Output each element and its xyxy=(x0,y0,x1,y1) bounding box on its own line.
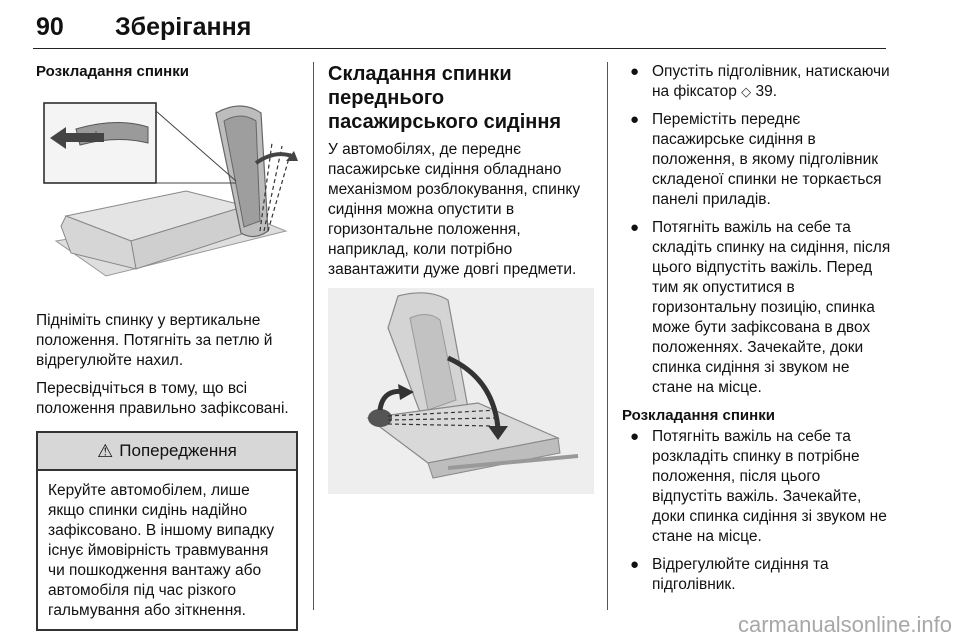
page-number: 90 xyxy=(36,13,64,41)
column-right xyxy=(622,62,892,603)
subheading-unfold: Розкладання спинки xyxy=(622,407,775,424)
warning-box xyxy=(36,431,298,631)
step-pull-lever-fold: Потягніть важіль на себе та складіть спинку на сидіння, після цього відпустіть важіль. Перед тим як опуститися в горизонтальну позицію, спинка може бути зафіксована в двох положеннях. Зачекайте, доки спинка сидіння зі звуком не стане на місце. xyxy=(652,219,891,396)
step-pull-lever-unfold: Потягніть важіль на себе та розкладіть спинку в потрібне положення, після цього відпустіть важіль. Зачекайте, доки спинка сидіння зі звуком не стане на місце. xyxy=(652,428,887,545)
step-adjust-seat: Відрегулюйте сидіння та підголівник. xyxy=(652,556,829,593)
column-divider xyxy=(313,62,314,610)
column-left xyxy=(36,62,298,631)
intro-fold-passenger-seat: У автомобілях, де переднє пасажирське сидіння обладнано механізмом розблокування, спинку сидіння можна опустити в горизонтальне положення, наприклад, коли потрібно завантажити дуже довгі предмети. xyxy=(328,141,581,278)
section-heading-fold-passenger-seat: Складання спинки переднього пасажирського сидіння xyxy=(328,63,562,133)
column-divider xyxy=(607,62,608,610)
reference-arrow-icon: ◇ xyxy=(741,84,752,99)
fold-steps-list xyxy=(622,62,892,398)
instruction-check-positions: Пересвідчіться в тому, що всі положення правильно зафіксовані. xyxy=(36,380,289,417)
watermark: carmanualsonline.info xyxy=(737,612,952,637)
step-move-seat: Перемістіть переднє пасажирське сидіння в положення, в якому підголівник складеної спинки не торкається панелі приладів. xyxy=(652,111,882,208)
list-item xyxy=(622,110,892,210)
page-header xyxy=(33,8,886,49)
warning-triangle-icon: ⚠ xyxy=(97,440,114,461)
illustration-rear-seat xyxy=(36,91,298,297)
column-middle xyxy=(328,62,598,494)
bullet-icon: ● xyxy=(630,428,640,445)
list-item xyxy=(622,218,892,398)
front-seat-drawing xyxy=(328,288,594,494)
bullet-icon: ● xyxy=(630,63,640,80)
illustration-front-seat xyxy=(328,288,598,494)
warning-text: Керуйте автомобілем, лише якщо спинки сидінь надійно зафіксовано. В іншому випадку існує ймовірність травмування чи пошкодження вантажу або автомобіля під час різкого гальмування або зіткнення. xyxy=(48,482,275,619)
warning-title: Попередження xyxy=(119,441,237,460)
warning-header xyxy=(38,433,296,471)
bullet-icon: ● xyxy=(630,556,640,573)
page-title: Зберігання xyxy=(115,13,252,41)
unfold-steps-list xyxy=(622,427,892,595)
list-item xyxy=(622,62,892,102)
list-item xyxy=(622,427,892,547)
subheading-unfold-backrest: Розкладання спинки xyxy=(36,63,189,80)
instruction-raise-backrest: Підніміть спинку у вертикальне положення. Потягніть за петлю й відрегулюйте нахил. xyxy=(36,312,273,369)
warning-body xyxy=(38,471,296,629)
bullet-icon: ● xyxy=(630,111,640,128)
bullet-icon: ● xyxy=(630,219,640,236)
step-lower-headrest: Опустіть підголівник, натискаючи на фіксатор xyxy=(652,63,890,100)
list-item xyxy=(622,555,892,595)
page-reference: 39. xyxy=(755,83,778,100)
rear-seat-drawing xyxy=(36,91,298,297)
